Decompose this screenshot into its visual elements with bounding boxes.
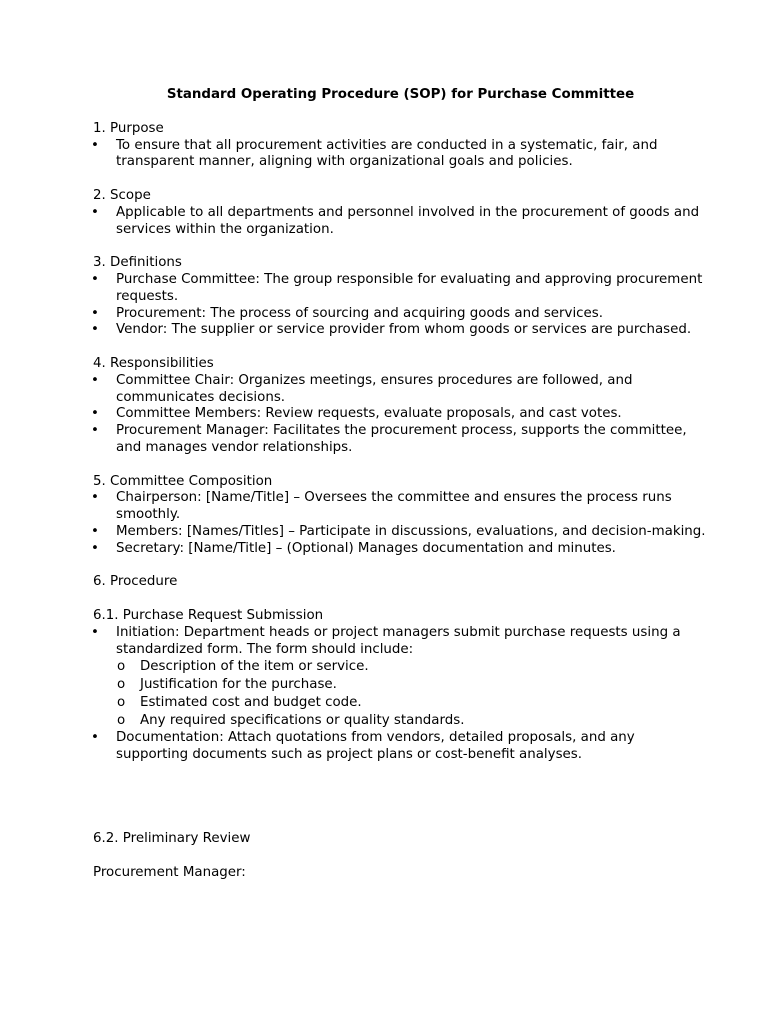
sub-list-item: [93, 659, 708, 676]
list-item-text: Vendor: The supplier or service provider from whom goods or services are purchased.: [116, 322, 692, 338]
section-heading-scope: 2. Scope: [93, 187, 151, 203]
bullet-icon: •: [91, 406, 99, 422]
bullet-icon: •: [91, 423, 99, 439]
list-item: [93, 625, 708, 730]
list-item-text: Procurement Manager: Facilitates the procurement process, supports the committee, and manages vendor relationships.: [116, 423, 687, 455]
bullet-icon: •: [91, 372, 99, 388]
sub-list-item-text: Description of the item or service.: [140, 659, 369, 675]
sub-list-item: [93, 713, 708, 730]
composition-list: [93, 490, 708, 557]
bullet-icon: •: [91, 624, 99, 640]
list-item-text: To ensure that all procurement activities are conducted in a systematic, fair, and transparent manner, aligning with organizational goals and policies.: [116, 137, 658, 170]
section-heading-request-submission: 6.1. Purchase Request Submission: [93, 607, 324, 623]
list-item: [93, 730, 708, 764]
document-page: [93, 87, 708, 881]
list-item: [93, 541, 708, 558]
list-item: [93, 406, 708, 423]
list-item-text: Purchase Committee: The group responsible for evaluating and approving procurement requests.: [116, 271, 703, 304]
request-submission-list: [93, 625, 708, 764]
list-item: [93, 205, 708, 239]
list-item: [93, 306, 708, 323]
purpose-list: [93, 138, 708, 172]
bullet-icon: •: [91, 204, 99, 220]
section-heading-purpose: 1. Purpose: [93, 120, 164, 136]
section-heading-procedure: 6. Procedure: [93, 574, 178, 590]
bullet-icon: •: [91, 523, 99, 539]
list-item: [93, 490, 708, 524]
circle-bullet-icon: o: [117, 677, 126, 693]
sub-list-item: [93, 677, 708, 694]
form-items-list: [93, 659, 708, 729]
section-heading-definitions: 3. Definitions: [93, 255, 182, 271]
sub-list-item-text: Any required specifications or quality standards.: [140, 712, 465, 728]
bullet-icon: •: [91, 730, 99, 746]
list-item-text: Secretary: [Name/Title] – (Optional) Manages documentation and minutes.: [116, 540, 616, 556]
circle-bullet-icon: o: [117, 712, 126, 728]
scope-list: [93, 205, 708, 239]
circle-bullet-icon: o: [117, 659, 126, 675]
list-item: [93, 322, 708, 339]
list-item-text: Members: [Names/Titles] – Participate in discussions, evaluations, and decision-making.: [116, 523, 706, 539]
responsibilities-list: [93, 373, 708, 457]
circle-bullet-icon: o: [117, 694, 126, 710]
section-heading-composition: 5. Committee Composition: [93, 473, 273, 489]
sub-list-item: [93, 695, 708, 712]
list-item-text: Committee Chair: Organizes meetings, ensures procedures are followed, and communicates decisions.: [116, 372, 633, 405]
list-item-text: Procurement: The process of sourcing and acquiring goods and services.: [116, 305, 604, 321]
list-item: [93, 272, 708, 306]
bullet-icon: •: [91, 271, 99, 287]
bullet-icon: •: [91, 137, 99, 153]
list-item: [93, 423, 708, 457]
section-heading-responsibilities: 4. Responsibilities: [93, 355, 214, 371]
list-item-text: Initiation: Department heads or project managers submit purchase requests using a standardized form. The form should include:: [116, 624, 681, 657]
sub-list-item-text: Justification for the purchase.: [140, 677, 337, 693]
bullet-icon: •: [91, 322, 99, 338]
section-heading-preliminary-review: 6.2. Preliminary Review: [93, 831, 251, 847]
list-item: [93, 524, 708, 541]
list-item-text: Committee Members: Review requests, evaluate proposals, and cast votes.: [116, 406, 622, 422]
list-item: [93, 138, 708, 172]
definitions-list: [93, 272, 708, 339]
document-title: Standard Operating Procedure (SOP) for Purchase Committee: [166, 87, 635, 102]
procurement-manager-label: Procurement Manager:: [93, 864, 246, 880]
bullet-icon: •: [91, 490, 99, 506]
bullet-icon: •: [91, 305, 99, 321]
list-item-text: Applicable to all departments and personnel involved in the procurement of goods and services within the organization.: [116, 204, 700, 237]
sub-list-item-text: Estimated cost and budget code.: [140, 694, 362, 710]
list-item: [93, 373, 708, 407]
list-item-text: Documentation: Attach quotations from vendors, detailed proposals, and any supporting documents such as project plans or cost-benefit analyses.: [116, 730, 635, 763]
list-item-text: Chairperson: [Name/Title] – Oversees the committee and ensures the process runs smoothly.: [116, 490, 672, 523]
bullet-icon: •: [91, 540, 99, 556]
